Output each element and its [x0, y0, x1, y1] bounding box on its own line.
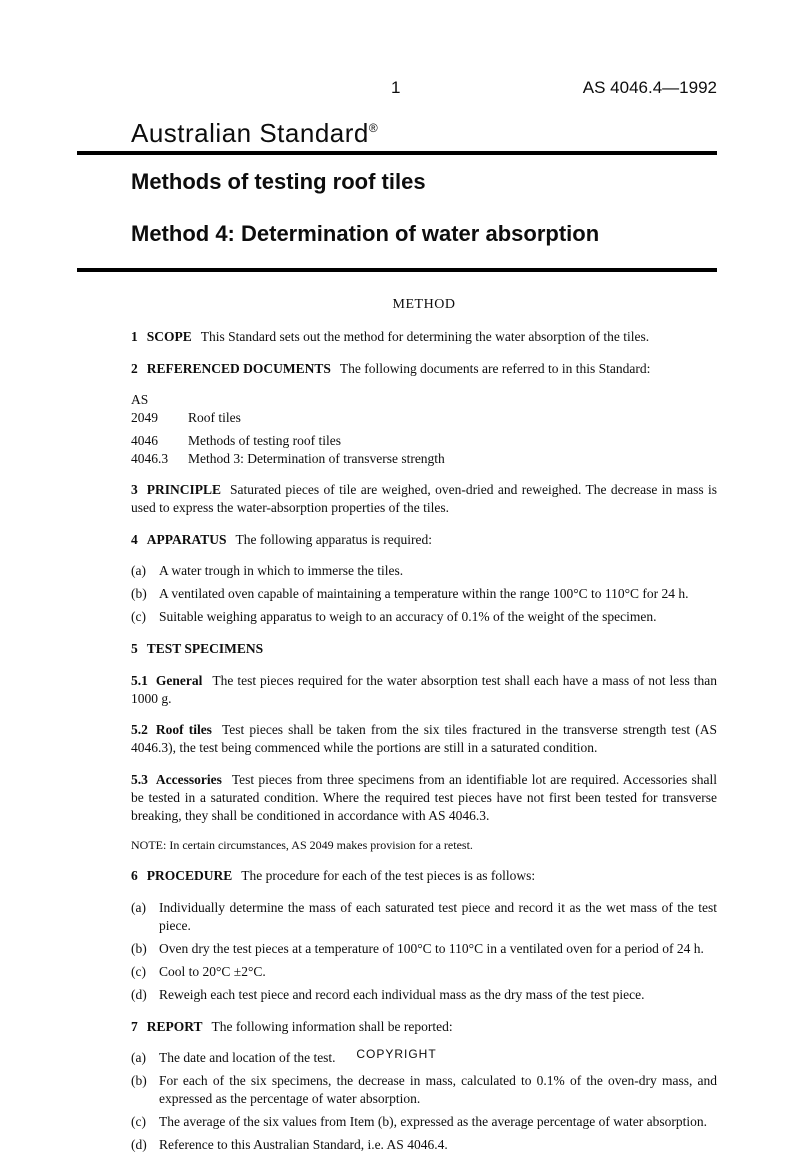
as-label: AS — [131, 391, 149, 407]
list-item — [131, 562, 717, 580]
list-item — [131, 1113, 717, 1131]
section-text: The following documents are referred to in this Standard: — [339, 361, 651, 376]
document-body — [131, 296, 717, 1154]
copyright-footer: COPYRIGHT — [356, 1047, 437, 1061]
list-item — [131, 899, 717, 935]
referenced-documents-list — [131, 392, 717, 467]
subsection-heading: Accessories — [155, 771, 222, 787]
list-item-label: (d) — [131, 986, 147, 1002]
subsection-number: 5.3 — [131, 771, 148, 787]
list-item — [131, 963, 717, 981]
section-scope — [131, 328, 717, 346]
list-item-text: Reference to this Australian Standard, i.e. AS 4046.4. — [159, 1137, 448, 1152]
section-number: 4 — [131, 531, 138, 547]
list-item-text: Individually determine the mass of each saturated test piece and record it as the wet mass of the test piece. — [159, 899, 717, 933]
list-item-text: For each of the six specimens, the decrease in mass, calculated to 0.1% of the oven-dry mass, and expressed as the percentage of water absorption. — [159, 1073, 717, 1106]
doc-code: 4046 — [131, 432, 158, 448]
subsection-accessories — [131, 771, 717, 825]
list-item-text: Suitable weighing apparatus to weigh to an accuracy of 0.1% of the weight of the specimen. — [159, 609, 657, 624]
section-number: 1 — [131, 329, 138, 344]
doc-title: Method 3: Determination of transverse strength — [188, 450, 445, 466]
section-heading: TEST SPECIMENS — [146, 641, 264, 656]
list-item-text: The average of the six values from Item (b), expressed as the average percentage of water absorption. — [159, 1114, 708, 1129]
list-item-label: (d) — [131, 1137, 147, 1152]
section-heading: SCOPE — [146, 329, 192, 344]
list-item — [131, 1072, 717, 1108]
list-item-label: (b) — [131, 586, 147, 601]
list-item — [131, 940, 717, 958]
running-header — [131, 78, 717, 98]
document-title: Methods of testing roof tiles — [131, 169, 426, 194]
list-item — [131, 1136, 717, 1154]
section-heading: PRINCIPLE — [146, 481, 222, 497]
list-item-label: (b) — [131, 1073, 147, 1088]
list-item-label: (a) — [131, 563, 146, 578]
page-number: 1 — [391, 78, 401, 97]
section-heading: REPORT — [146, 1018, 203, 1034]
section-text: The procedure for each of the test pieces is as follows: — [241, 868, 536, 883]
referenced-doc-row — [131, 410, 717, 426]
note: NOTE: In certain circumstances, AS 2049 makes provision for a retest. — [131, 838, 473, 852]
list-item-text: The date and location of the test. — [159, 1050, 336, 1065]
section-text: This Standard sets out the method for determining the water absorption of the tiles. — [200, 329, 650, 344]
section-principle — [131, 481, 717, 517]
section-apparatus — [131, 531, 717, 549]
brand-name: Australian Standard — [131, 118, 369, 148]
list-item-label: (c) — [131, 963, 146, 979]
section-report — [131, 1018, 717, 1036]
subsection-text: The test pieces required for the water absorption test shall each have a mass of not less than 1000 g. — [131, 672, 717, 706]
section-heading: REFERENCED DOCUMENTS — [146, 361, 331, 376]
section-number: 7 — [131, 1018, 138, 1034]
list-item-text: Reweigh each test piece and record each individual mass as the dry mass of the test piece. — [159, 986, 645, 1002]
list-item-text: A water trough in which to immerse the tiles. — [159, 563, 404, 578]
referenced-docs-label — [131, 392, 717, 408]
divider-rule-top — [77, 151, 717, 155]
list-item-label: (b) — [131, 940, 147, 956]
section-heading: APPARATUS — [146, 531, 227, 547]
list-item-text: Cool to 20°C ±2°C. — [159, 963, 266, 979]
list-item — [131, 986, 717, 1004]
section-number: 2 — [131, 361, 138, 376]
section-number: 5 — [131, 641, 138, 656]
list-item-text: A ventilated oven capable of maintaining a temperature within the range 100°C to 110°C for 24 h. — [159, 586, 689, 601]
subsection-heading: Roof tiles — [155, 722, 212, 737]
doc-title: Roof tiles — [188, 409, 241, 425]
subsection-general — [131, 672, 717, 708]
list-item-label: (c) — [131, 1114, 146, 1129]
registered-trademark-symbol: ® — [368, 121, 379, 135]
doc-title: Methods of testing roof tiles — [188, 432, 341, 448]
subsection-heading: General — [155, 672, 203, 688]
doc-code: 4046.3 — [131, 450, 169, 466]
section-number: 6 — [131, 868, 138, 883]
list-item-text: Oven dry the test pieces at a temperature of 100°C to 110°C in a ventilated oven for a period of 24 h. — [159, 940, 704, 956]
section-referenced-documents — [131, 360, 717, 378]
section-text: Saturated pieces of tile are weighed, oven-dried and reweighed. The decrease in mass is used to express the water-absorption properties of the tiles. — [131, 481, 717, 515]
masthead — [131, 113, 717, 272]
standard-number: AS 4046.4—1992 — [582, 78, 717, 97]
divider-rule-bottom — [77, 268, 717, 272]
list-item-label: (c) — [131, 609, 146, 624]
list-item-label: (a) — [131, 1050, 146, 1065]
subsection-roof-tiles — [131, 721, 717, 757]
subsection-text: Test pieces shall be taken from the six tiles fractured in the transverse strength test (AS 4046.3), the test being commenced while the portions are still in a saturated condition. — [131, 722, 717, 755]
section-procedure — [131, 867, 717, 885]
section-test-specimens — [131, 640, 717, 658]
referenced-doc-row — [131, 433, 717, 449]
section-text: The following information shall be reported: — [211, 1018, 453, 1034]
section-number: 3 — [131, 481, 138, 497]
doc-code: 2049 — [131, 409, 158, 425]
method-heading: METHOD — [392, 297, 456, 312]
section-heading: PROCEDURE — [146, 868, 233, 883]
subsection-text: Test pieces from three specimens from an identifiable lot are required. Accessories shall be tested in a saturated condition. Where the required test pieces have not first been tested for transverse breaking, they shall be conditioned in accordance with AS 4046.3. — [131, 771, 717, 823]
subsection-number: 5.1 — [131, 672, 148, 688]
referenced-doc-row — [131, 451, 717, 467]
list-item — [131, 585, 717, 603]
list-item — [131, 608, 717, 626]
brand-title — [131, 113, 717, 148]
document-subtitle: Method 4: Determination of water absorption — [131, 221, 600, 246]
subsection-number: 5.2 — [131, 722, 148, 737]
list-item-label: (a) — [131, 899, 146, 915]
section-text: The following apparatus is required: — [235, 531, 432, 547]
